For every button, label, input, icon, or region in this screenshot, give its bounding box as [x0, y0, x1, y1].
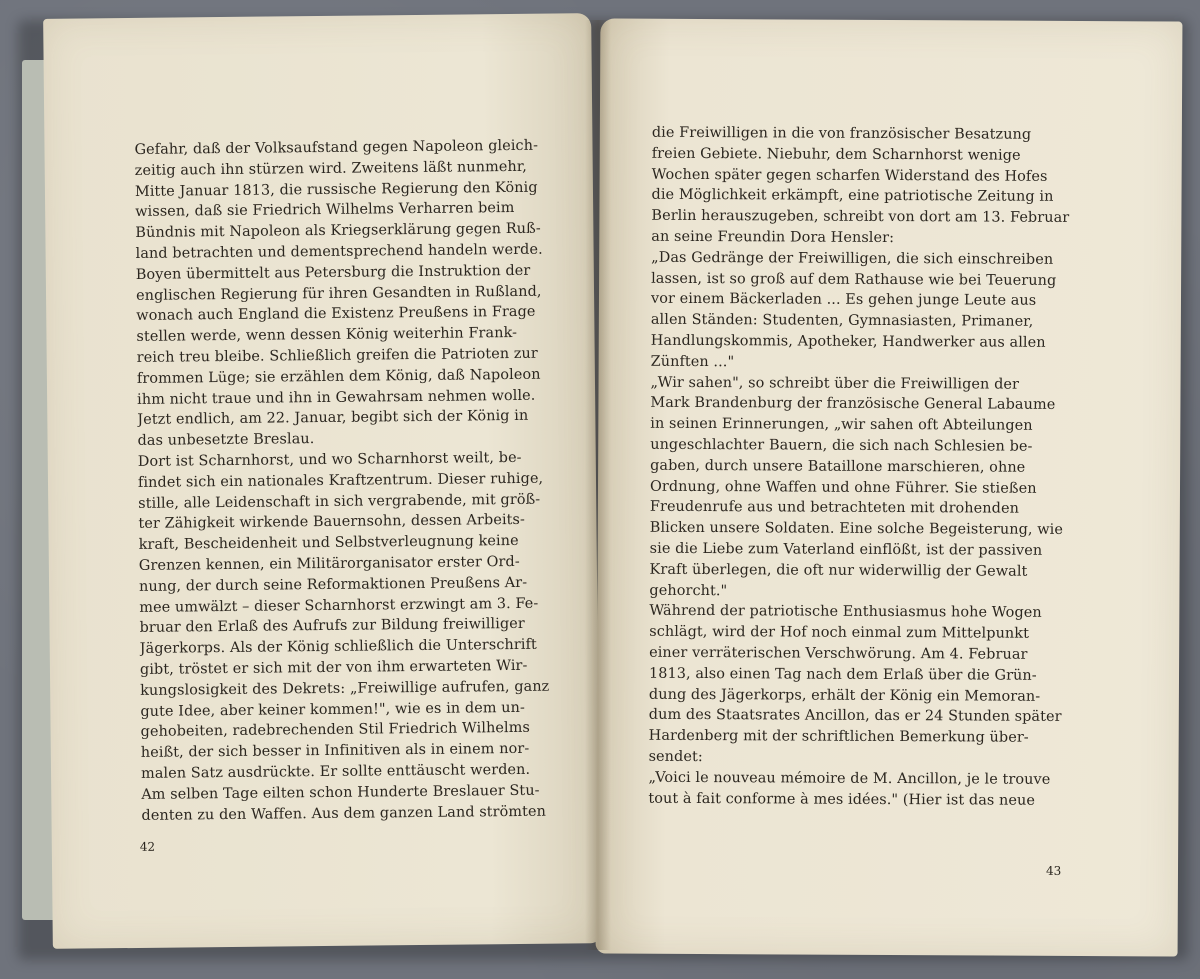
text-line: findet sich ein nationales Kraftzentrum. Dieser ruhige,	[137, 470, 544, 491]
text-line: gaben, durch unsere Bataillone marschieren, ohne	[650, 457, 1026, 476]
text-line: schlägt, wird der Hof noch einmal zum Mittelpunkt	[649, 623, 1030, 642]
text-line: dum des Staatsrates Ancillon, das er 24 Stunden später	[648, 707, 1062, 726]
text-line: das unbesetzte Breslau.	[137, 431, 315, 450]
text-line: ter Zähigkeit wirkende Bauernsohn, dessen Arbeits-	[138, 512, 526, 533]
text-line: zeitig auch ihn stürzen wird. Zweitens läßt nunmehr,	[134, 158, 527, 179]
text-line: malen Satz ausdrückte. Er sollte enttäuscht werden.	[140, 761, 531, 782]
text-line: „Wir sahen", so schreibt über die Freiwilligen der	[650, 374, 1020, 393]
text-line: gibt, tröstet er sich mit der von ihm erwarteten Wir-	[139, 657, 528, 678]
text-line: wonach auch England die Existenz Preußens in Frage	[136, 304, 536, 325]
text-line: ungeschlachter Bauern, die sich nach Schlesien be-	[650, 436, 1033, 455]
text-line: ihm nicht traue und ihn in Gewahrsam nehmen wolle.	[137, 387, 536, 408]
text-line: kungslosigkeit des Dekrets: „Freiwillige aufrufen, ganz	[140, 678, 550, 699]
text-line: Dort ist Scharnhorst, und wo Scharnhorst weilt, be-	[137, 449, 522, 470]
text-line: Wochen später gegen scharfen Widerstand des Hofes	[651, 166, 1048, 185]
text-line: reich treu bleibe. Schließlich greifen die Patrioten zur	[136, 345, 538, 366]
text-line: dung des Jägerkorps, erhält der König ein Memoran-	[648, 686, 1041, 705]
text-line: heißt, der sich besser in Infinitiven als in einem nor-	[140, 740, 530, 762]
text-line: freien Gebiete. Niebuhr, dem Scharnhorst wenige	[651, 145, 1021, 164]
text-line: vor einem Bäckerladen ... Es gehen junge Leute aus	[650, 291, 1037, 310]
left-page-number: 42	[139, 839, 156, 854]
text-line: gehobeiten, radebrechenden Stil Friedrich Wilhelms	[140, 720, 531, 741]
text-line: Bündnis mit Napoleon als Kriegserklärung gegen Ruß-	[135, 220, 541, 242]
text-line: „Das Gedränge der Freiwilligen, die sich einschreiben	[651, 249, 1054, 268]
text-line: Kraft überlegen, die oft nur widerwillig der Gewalt	[649, 561, 1028, 580]
text-line: Handlungskommis, Apotheker, Handwerker aus allen	[650, 332, 1046, 351]
text-line: englischen Regierung für ihren Gesandten in Rußland,	[135, 283, 542, 304]
text-line: lassen, ist so groß auf dem Rathause wie bei Teuerung	[651, 270, 1057, 289]
text-line: Berlin herauszugeben, schreibt von dort am 13. Februar	[651, 207, 1070, 227]
text-line: stille, alle Leidenschaft in sich vergrabende, mit größ-	[138, 491, 541, 512]
text-line: mee umwälzt – dieser Scharnhorst erzwingt am 3. Fe-	[139, 595, 539, 616]
text-line: allen Ständen: Studenten, Gymnasiasten, Primaner,	[650, 311, 1034, 330]
text-line: einer verräterischen Verschwörung. Am 4. Februar	[649, 644, 1028, 663]
left-page	[43, 13, 601, 949]
text-line: Hardenberg mit der schriftlichen Bemerkung über-	[648, 727, 1029, 746]
right-page-text	[648, 123, 1104, 812]
right-page	[596, 18, 1183, 956]
text-line: Mitte Januar 1813, die russische Regierung den König	[134, 179, 538, 200]
text-line: Zünften ..."	[650, 353, 735, 370]
text-line: gute Idee, aber keiner kommen!", wie es in dem un-	[140, 699, 526, 720]
text-line: „Voici le nouveau mémoire de M. Ancillon, je le trouve	[648, 769, 1051, 788]
text-line: Jetzt endlich, am 22. Januar, begibt sich der König in	[137, 408, 529, 429]
text-line: nung, der durch seine Reformaktionen Preußens Ar-	[139, 574, 528, 595]
text-line: Während der patriotische Enthusiasmus hohe Wogen	[649, 603, 1042, 622]
text-line: Gefahr, daß der Volksaufstand gegen Napoleon gleich-	[134, 137, 539, 158]
text-line: Mark Brandenburg der französische General Labaume	[650, 395, 1056, 414]
text-line: denten zu den Waffen. Aus dem ganzen Land strömten	[141, 803, 547, 824]
text-line: Ordnung, ohne Waffen und ohne Führer. Sie stießen	[649, 478, 1037, 497]
text-line: Jägerkorps. Als der König schließlich die Unterschrift	[139, 636, 537, 658]
left-page-text	[134, 135, 591, 826]
text-line: in seinen Erinnerungen, „wir sahen oft Abteilungen	[650, 415, 1033, 434]
text-line: tout à fait conforme à mes idées." (Hier ist das neue	[648, 790, 1036, 809]
text-line: an seine Freundin Dora Hensler:	[651, 228, 895, 247]
text-line: sendet:	[648, 748, 703, 765]
text-line: 1813, also einen Tag nach dem Erlaß über die Grün-	[648, 665, 1037, 684]
text-line: Blicken unsere Soldaten. Eine solche Begeisterung, wie	[649, 519, 1064, 539]
text-line: gehorcht."	[649, 582, 728, 599]
text-line: wissen, daß sie Friedrich Wilhelms Verharren beim	[135, 200, 515, 221]
text-line: Am selben Tage eilten schon Hunderte Breslauer Stu-	[141, 782, 540, 803]
text-line: die Möglichkeit erkämpft, eine patriotische Zeitung in	[651, 187, 1054, 206]
book-gutter	[585, 20, 611, 950]
text-line: frommen Lüge; sie erzählen dem König, daß Napoleon	[136, 366, 541, 387]
text-line: Boyen übermittelt aus Petersburg die Instruktion der	[135, 262, 531, 283]
text-line: bruar den Erlaß des Aufrufs zur Bildung freiwilliger	[139, 616, 525, 637]
text-line: land betrachten und dementsprechend handeln werde.	[135, 241, 543, 262]
text-line: sie die Liebe zum Vaterland einflößt, ist der passiven	[649, 540, 1043, 559]
text-line: Freudenrufe aus und betrachteten mit drohenden	[649, 499, 1020, 518]
text-line: die Freiwilligen in die von französischer Besatzung	[651, 124, 1032, 143]
text-line: stellen werde, wenn dessen König weiterhin Frank-	[136, 325, 518, 346]
right-page-number: 43	[1045, 863, 1062, 878]
text-line: Grenzen kennen, ein Militärorganisator erster Ord-	[138, 553, 520, 574]
text-line: kraft, Bescheidenheit und Selbstverleugnung keine	[138, 533, 519, 554]
